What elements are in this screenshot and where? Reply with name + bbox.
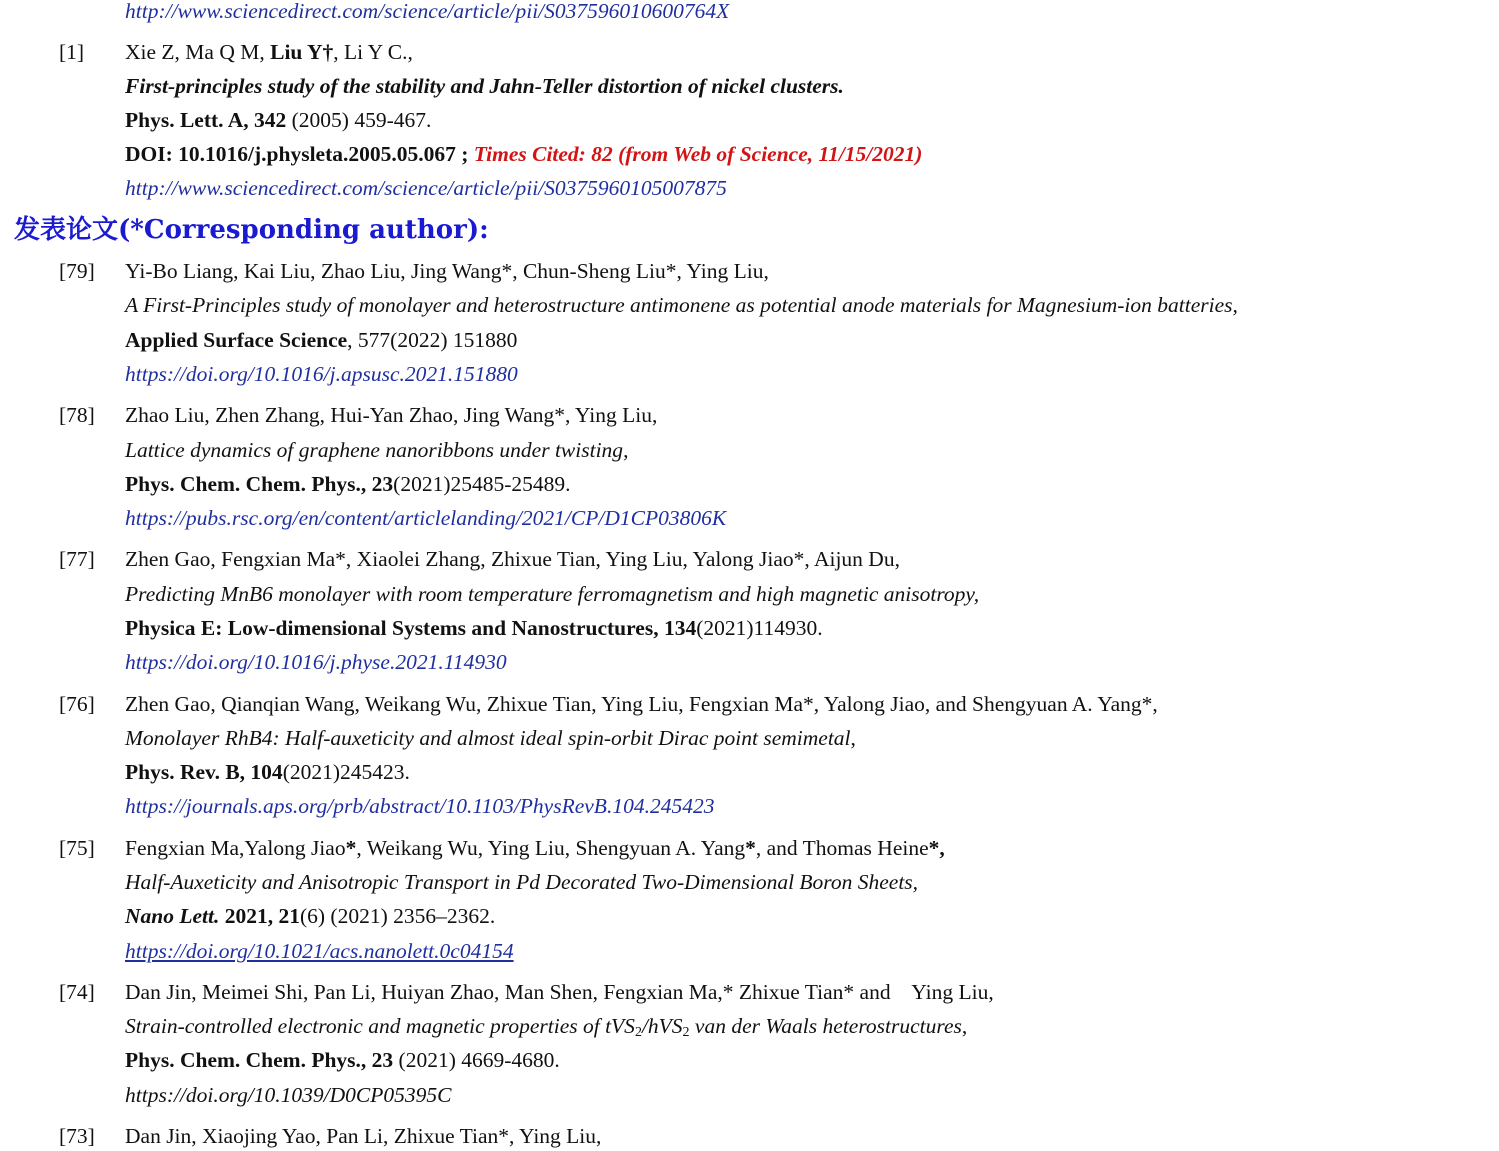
previous-ref-link[interactable]: http://www.sciencedirect.com/science/article/pii/S037596010600764X — [125, 0, 730, 23]
ref-link[interactable]: https://pubs.rsc.org/en/content/articlelanding/2021/CP/D1CP03806K — [125, 506, 727, 530]
section-heading: 发表论文(*Corresponding author): — [14, 215, 489, 245]
doi-text: DOI: 10.1016/j.physleta.2005.05.067 ; — [125, 142, 474, 166]
ref-number: [77] — [59, 547, 95, 571]
ref-journal — [125, 470, 571, 498]
authors-text: , Li Y C., — [333, 40, 413, 64]
title-text: Lattice dynamics of graphene nanoribbons under twisting — [125, 438, 624, 462]
ref-number: [79] — [59, 259, 95, 283]
ref-title: Half-Auxeticity and Anisotropic Transport in Pd Decorated Two-Dimensional Boron Sheets, — [125, 870, 919, 894]
journal-name: Phys. Rev. B, 104 — [125, 760, 283, 784]
ref-authors: Zhen Gao, Qianqian Wang, Weikang Wu, Zhixue Tian, Ying Liu, Fengxian Ma*, Yalong Jiao, and Shengyuan A. Yang*, — [125, 692, 1158, 716]
subscript: 2 — [682, 1025, 690, 1040]
journal-name: Applied Surface Science — [125, 328, 348, 352]
ref-authors: Dan Jin, Xiaojing Yao, Pan Li, Zhixue Tian*, Ying Liu, — [125, 1124, 602, 1148]
ref-authors — [125, 38, 413, 66]
ref-title: A First-Principles study of monolayer and heterostructure antimonene as potential anode materials for Magnesium-ion batteries, — [125, 293, 1238, 317]
corresponding-star: * — [928, 836, 940, 860]
title-suffix: , — [961, 1014, 968, 1038]
ref-number: [73] — [59, 1124, 95, 1148]
authors-text: , and Thomas Heine — [755, 836, 929, 860]
title-text: Strain-controlled electronic and magnetic properties of tVS — [125, 1014, 635, 1038]
authors-text: Xie Z, Ma Q M, — [125, 40, 271, 64]
ref-authors — [125, 834, 945, 862]
ref-title — [125, 1012, 967, 1040]
ref-number: [76] — [59, 692, 95, 716]
authors-text: Fengxian Ma,Yalong Jiao — [125, 836, 346, 860]
journal-name: Phys. Lett. A, 342 — [125, 108, 287, 132]
ref-link[interactable]: https://doi.org/10.1016/j.physe.2021.114930 — [125, 650, 507, 674]
title-suffix: , — [850, 726, 856, 750]
journal-volume: 2021, 21 — [219, 904, 300, 928]
ref-authors: Zhen Gao, Fengxian Ma*, Xiaolei Zhang, Zhixue Tian, Ying Liu, Yalong Jiao*, Aijun Du, — [125, 547, 900, 571]
ref-number: [75] — [59, 836, 95, 860]
ref-title: Predicting MnB6 monolayer with room temperature ferromagnetism and high magnetic anisotropy, — [125, 582, 980, 606]
ref-journal — [125, 1046, 560, 1074]
ref-link[interactable]: https://doi.org/10.1016/j.apsusc.2021.151880 — [125, 362, 518, 386]
journal-details: (2021)25485-25489. — [393, 472, 571, 496]
ref-title: First-principles study of the stability and Jahn-Teller distortion of nickel clusters. — [125, 74, 844, 98]
journal-name: Physica E: Low-dimensional Systems and Nanostructures, 134 — [125, 616, 697, 640]
title-text: /hVS — [641, 1014, 683, 1038]
ref-title — [125, 436, 628, 464]
ref-number: [74] — [59, 980, 95, 1004]
title-text: van der Waals heterostructures — [689, 1014, 962, 1038]
ref-journal — [125, 614, 823, 642]
ref-journal — [125, 758, 410, 786]
journal-name: Phys. Chem. Chem. Phys., 23 — [125, 472, 394, 496]
journal-details: (2021) 4669-4680. — [393, 1048, 560, 1072]
ref-doi — [125, 140, 922, 168]
ref-link[interactable]: https://doi.org/10.1039/D0CP05395C — [125, 1083, 452, 1107]
subscript: 2 — [634, 1025, 642, 1040]
corresponding-star: * — [345, 836, 357, 860]
ref-authors: Dan Jin, Meimei Shi, Pan Li, Huiyan Zhao, Man Shen, Fengxian Ma,* Zhixue Tian* and Ying Liu, — [125, 980, 994, 1004]
authors-text: , Weikang Wu, Ying Liu, Shengyuan A. Yang — [356, 836, 746, 860]
journal-details: (2021)114930. — [696, 616, 823, 640]
journal-details: (6) (2021) 2356–2362. — [299, 904, 496, 928]
title-text: Monolayer RhB4: Half-auxeticity and almost ideal spin-orbit Dirac point semimetal — [125, 726, 851, 750]
ref-link[interactable]: https://doi.org/10.1021/acs.nanolett.0c04154 — [125, 939, 514, 963]
ref-journal — [125, 106, 431, 134]
authors-bold: Liu Y† — [270, 40, 334, 64]
journal-name: Nano Lett. — [125, 904, 220, 928]
ref-title — [125, 724, 856, 752]
ref-number: [1] — [59, 40, 85, 64]
journal-name: Phys. Chem. Chem. Phys., 23 — [125, 1048, 394, 1072]
title-suffix: , — [623, 438, 629, 462]
journal-details: (2005) 459-467. — [286, 108, 432, 132]
journal-details: , 577(2022) 151880 — [347, 328, 518, 352]
journal-details: (2021)245423. — [282, 760, 410, 784]
times-cited: Times Cited: 82 (from Web of Science, 11/15/2021) — [473, 142, 923, 166]
ref-journal — [125, 326, 517, 354]
ref-link[interactable]: https://journals.aps.org/prb/abstract/10.1103/PhysRevB.104.245423 — [125, 794, 715, 818]
ref-authors: Zhao Liu, Zhen Zhang, Hui-Yan Zhao, Jing Wang*, Ying Liu, — [125, 403, 658, 427]
corresponding-star: * — [745, 836, 756, 860]
ref-journal — [125, 902, 495, 930]
ref-number: [78] — [59, 403, 95, 427]
authors-comma: , — [939, 836, 945, 860]
ref-authors: Yi-Bo Liang, Kai Liu, Zhao Liu, Jing Wang*, Chun-Sheng Liu*, Ying Liu, — [125, 259, 769, 283]
ref-link[interactable]: http://www.sciencedirect.com/science/article/pii/S0375960105007875 — [125, 176, 727, 200]
